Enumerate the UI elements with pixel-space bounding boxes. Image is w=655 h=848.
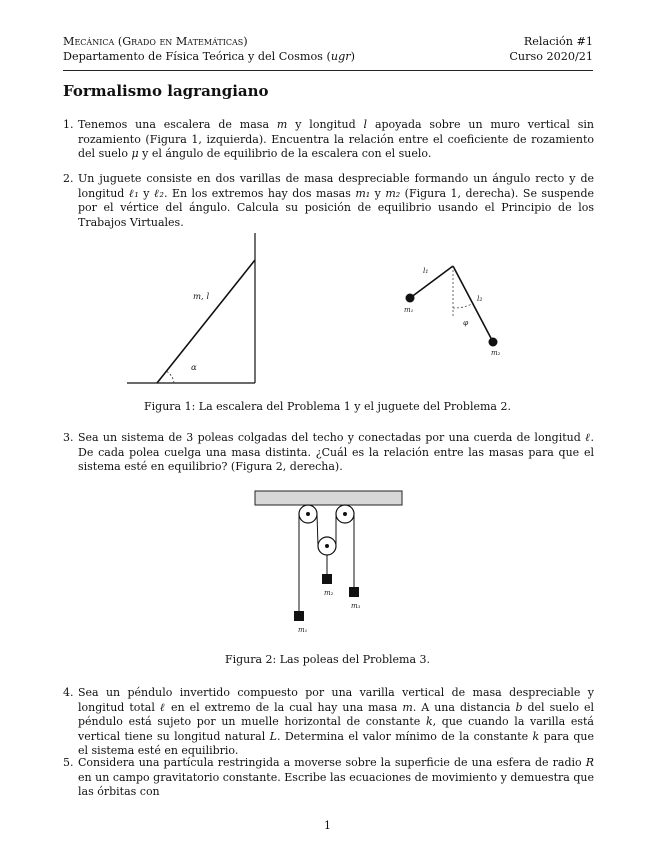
header-rule: [63, 70, 593, 71]
angle-arc: [166, 371, 174, 383]
mass-1-label: m₁: [404, 306, 414, 314]
page-number: 1: [324, 819, 331, 832]
mass-2-label: m₂: [324, 589, 334, 597]
running-header-left: [63, 34, 355, 64]
problem-1: 1. Tenemos una escalera de masa m y longitud l apoyada sobre un muro vertical sin rozamiento (Figura 1, izquierda). Encuentra la relación entre el coeficiente de rozamiento del suelo μ y el ángulo de equilibrio de la escalera con el suelo.: [63, 118, 594, 161]
pulley-left-axle: [306, 512, 310, 516]
rope-left-inner: [317, 514, 318, 546]
problem-5: 5. Considera una partícula restringida a moverse sobre la superficie de una esfera de radio R en un campo gravitatorio constante. Escribe las ecuaciones de movimiento y demuestra que las órbitas con: [63, 756, 594, 799]
mass-1-block: [294, 611, 304, 621]
toy-figure: [395, 258, 515, 363]
rod-2-label: l₂: [477, 294, 483, 303]
figure-1-caption: Figura 1: La escalera del Problema 1 y el juguete del Problema 2.: [144, 400, 511, 413]
angle-alpha-label: α: [191, 363, 197, 373]
sheet-number: Relación #1: [523, 35, 593, 48]
rod-2: [453, 266, 493, 342]
mass-1-bob: [406, 294, 415, 303]
running-header-right: [509, 34, 593, 64]
ladder-line: [157, 260, 255, 383]
course-year: Curso 2020/21: [509, 50, 593, 63]
course-name: Mecánica (Grado en Matemáticas): [63, 35, 248, 48]
problem-4: 4. Sea un péndulo invertido compuesto por una varilla vertical de masa despreciable y longitud total ℓ en el extremo de la cual hay una masa m. A una distancia b del suelo el péndulo está sujeto por un muelle horizontal de constante k, que cuando la varilla está vertical tiene su longitud natural L. Determina el valor mínimo de la constante k para que el sistema esté en equilibrio.: [63, 686, 595, 758]
ladder-label: m, l: [193, 292, 210, 302]
problem-2: 2. Un juguete consiste en dos varillas de masa despreciable formando un ángulo recto y de longitud ℓ₁ y ℓ₂. En los extremos hay dos masas m₁ y m₂ (Figura 1, derecha). Se suspende por el vértice del ángulo. Calcula su posición de equilibrio usando el Principio de los Trabajos Virtuales.: [63, 172, 594, 229]
figure-2-caption: Figura 2: Las poleas del Problema 3.: [224, 653, 431, 666]
ladder-figure: [120, 230, 270, 390]
pulley-right-axle: [343, 512, 347, 516]
department-name: Departamento de Física Teórica y del Cosmos (ugr): [63, 50, 355, 63]
mass-2-block: [322, 574, 332, 584]
pulleys-figure: [252, 488, 412, 638]
mass-2-label: m₂: [491, 349, 501, 357]
ceiling: [255, 491, 402, 505]
mass-1-label: m₁: [298, 626, 308, 634]
mass-2-bob: [489, 338, 498, 347]
mass-3-block: [349, 587, 359, 597]
angle-phi-label: φ: [463, 318, 469, 327]
angle-arc: [453, 304, 472, 308]
rod-1-label: l₁: [423, 266, 429, 275]
section-title: Formalismo lagrangiano: [63, 82, 269, 100]
pulley-middle-axle: [325, 544, 329, 548]
problem-3: 3. Sea un sistema de 3 poleas colgadas del techo y conectadas por una cuerda de longitud ℓ. De cada polea cuelga una masa distinta. ¿Cuál es la relación entre las masas para que el sistema esté en equilibrio? (Figura 2, derecha).: [63, 431, 594, 474]
rod-1: [410, 266, 453, 298]
mass-3-label: m₃: [351, 602, 361, 610]
